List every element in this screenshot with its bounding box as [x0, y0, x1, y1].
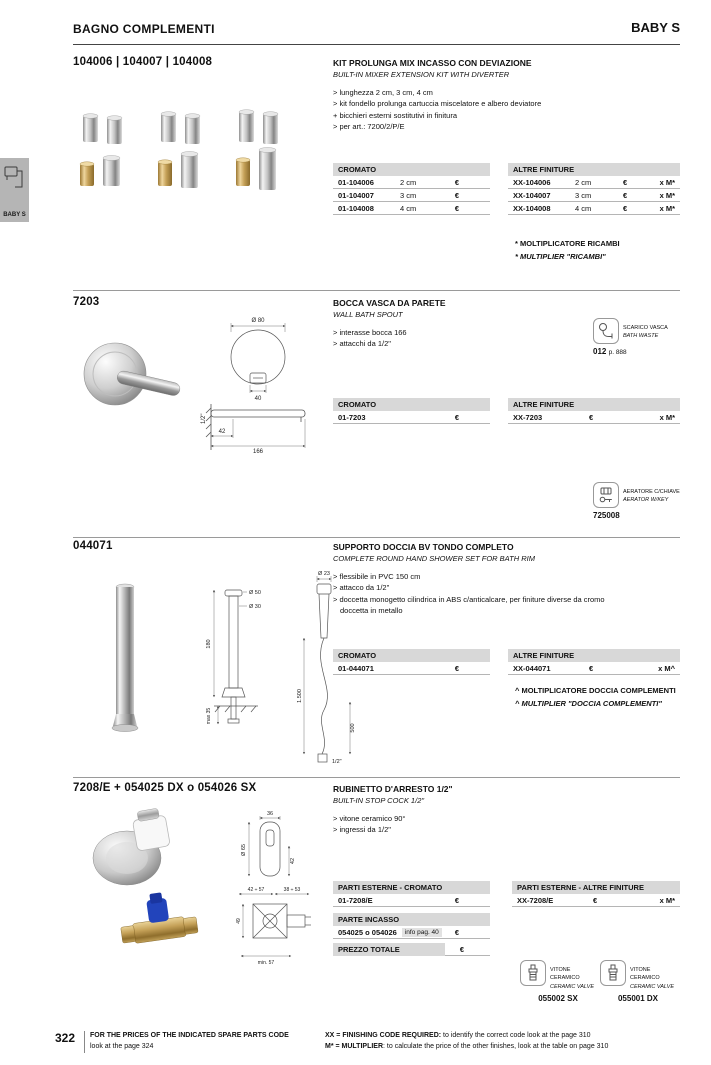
footer-note-line: FOR THE PRICES OF THE INDICATED SPARE PARTS CODE [90, 1032, 289, 1039]
svg-text:Ø 65: Ø 65 [241, 844, 247, 856]
price-euro: € [454, 177, 459, 187]
section-divider [73, 290, 680, 291]
page-number: 322 [55, 1031, 76, 1045]
product-code: 01-7203 [338, 412, 366, 422]
badge-label-it: SCARICO VASCA [623, 325, 668, 331]
size-value: 2 cm [400, 177, 417, 187]
related-code: 055002 SX [538, 993, 578, 1003]
table-row [333, 176, 490, 189]
feature-item: > attacchi da 1/2" [333, 339, 391, 349]
related-code: 012 [593, 347, 607, 356]
price-table-cromato [333, 163, 490, 215]
multiplier: x M* [659, 190, 675, 200]
related-code: 055001 DX [617, 993, 659, 1003]
table-row [508, 662, 680, 675]
badge-label-en: AERATOR W/KEY [623, 497, 669, 504]
product-name-en: BUILT-IN STOP COCK 1/2" [333, 796, 425, 805]
product-code: XX-104008 [513, 203, 551, 213]
badge-label-en: CERAMIC VALVE [550, 983, 595, 990]
svg-text:1/2": 1/2" [332, 759, 342, 765]
page-header-series: BABY S [631, 20, 680, 35]
related-page-ref: p. 888 [608, 349, 627, 356]
table-row [333, 662, 490, 675]
price-euro: € [623, 203, 628, 213]
svg-text:500: 500 [350, 723, 356, 733]
feature-item: > attacco da 1/2" [333, 583, 390, 593]
product-code: XX-104007 [513, 190, 551, 200]
price-euro: € [589, 412, 594, 422]
price-table-altre-finiture [508, 649, 680, 675]
price-table-built-in [333, 913, 490, 939]
feature-item: > ingressi da 1/2" [333, 825, 391, 835]
product-code: XX-7208/E [517, 895, 554, 905]
svg-text:42: 42 [290, 857, 296, 865]
footer-legend-xx: XX = FINISHING CODE REQUIRED: to identify the correct code look at the page 310 [325, 1032, 591, 1039]
table-row [508, 176, 680, 189]
product-name-it: BOCCA VASCA DA PARETE [333, 298, 446, 308]
product-photo-extension-kits [75, 108, 315, 226]
product-name-it: RUBINETTO D'ARRESTO 1/2" [333, 784, 453, 794]
table-row [333, 926, 490, 939]
table-row [508, 411, 680, 424]
table-header: CROMATO [333, 163, 490, 176]
page-reference: info pag. 40 [402, 928, 442, 937]
feature-list [333, 813, 625, 836]
product-name-en: BUILT-IN MIXER EXTENSION KIT WITH DIVERTER [333, 70, 510, 79]
footer-note-line: look at the page 324 [90, 1042, 154, 1050]
feature-list [333, 327, 625, 350]
badge-label-it: VITONE CERAMICO [550, 967, 580, 982]
product-code: 01-104007 [338, 190, 374, 200]
sidebar-tab-baby-s [0, 158, 29, 222]
feature-list [333, 571, 625, 616]
price-euro: € [593, 895, 598, 905]
table-header: ALTRE FINITURE [508, 398, 680, 411]
price-table-altre-finiture [508, 398, 680, 424]
section-extension-kit [73, 56, 680, 286]
table-header: PARTE INCASSO [333, 913, 490, 926]
tab-label: BABY S [3, 212, 26, 218]
badge-label-it: VITONE CERAMICO [630, 967, 660, 982]
price-euro: € [454, 895, 459, 905]
product-code: XX-104006 [513, 177, 551, 187]
note-line: ^ MOLTIPLICATORE DOCCIA COMPLEMENTI [515, 686, 676, 695]
price-table-external-altre [512, 881, 680, 907]
table-row [512, 894, 680, 907]
feature-item: + bicchieri esterni sostitutivi in finitura [333, 110, 458, 120]
related-code: 725008 [593, 511, 620, 520]
multiplier: x M* [659, 203, 675, 213]
product-code: 01-044071 [338, 663, 374, 673]
product-code-heading: 7208/E + 054025 DX o 054026 SX [73, 782, 257, 794]
related-item-bath-waste [593, 318, 680, 356]
svg-text:Ø 30: Ø 30 [249, 604, 261, 610]
product-name-en: WALL BATH SPOUT [333, 310, 403, 319]
badge-label-it: AERATORE C/CHIAVE [623, 489, 680, 495]
table-row [508, 189, 680, 202]
svg-text:Ø 80: Ø 80 [251, 318, 265, 324]
page-header-category: BAGNO COMPLEMENTI [73, 22, 215, 36]
tab-product-icon [3, 164, 25, 194]
table-header: CROMATO [333, 398, 490, 411]
product-photo-wall-spout [79, 336, 194, 431]
price-table-total [333, 943, 490, 956]
feature-item: > lunghezza 2 cm, 3 cm, 4 cm [333, 88, 433, 97]
product-code: 01-104008 [338, 203, 374, 213]
product-code-heading: 104006 | 104007 | 104008 [73, 56, 213, 68]
svg-text:1/2": 1/2" [201, 413, 207, 424]
table-row [333, 189, 490, 202]
svg-text:Ø 50: Ø 50 [249, 590, 261, 596]
multiplier: x M* [659, 895, 675, 905]
price-table-altre-finiture [508, 163, 680, 215]
table-header: ALTRE FINITURE [508, 649, 680, 662]
product-description [333, 58, 633, 132]
aerator-key-icon [593, 482, 619, 508]
price-euro: € [454, 203, 459, 213]
section-divider [73, 537, 680, 538]
svg-text:40: 40 [254, 396, 262, 402]
table-row [333, 411, 490, 424]
product-photo-shower-support [101, 578, 149, 738]
footer-divider [84, 1031, 85, 1053]
svg-text:38 ÷ 53: 38 ÷ 53 [283, 887, 301, 893]
feature-item: > interasse bocca 166 [333, 328, 407, 337]
multiplier-notes [515, 685, 676, 711]
ceramic-valve-icon [600, 960, 626, 986]
svg-text:42 ÷ 57: 42 ÷ 57 [247, 887, 265, 893]
svg-text:180: 180 [206, 639, 212, 649]
size-value: 2 cm [575, 177, 592, 187]
product-code: XX-7203 [513, 412, 543, 422]
product-description [333, 298, 633, 350]
size-value: 4 cm [400, 203, 417, 213]
table-header: PARTI ESTERNE - ALTRE FINITURE [512, 881, 680, 894]
price-euro: € [459, 944, 464, 954]
product-code-heading: 7203 [73, 296, 100, 308]
product-photo-built-in-valve [119, 892, 203, 954]
price-euro: € [454, 412, 459, 422]
size-value: 4 cm [575, 203, 592, 213]
product-code: XX-044071 [513, 663, 551, 673]
svg-text:36: 36 [266, 811, 274, 817]
multiplier: x M* [659, 177, 675, 187]
section-divider [73, 777, 680, 778]
product-description [333, 542, 633, 616]
table-row [333, 202, 490, 215]
related-item-aerator [593, 482, 680, 520]
footer-legend [325, 1031, 685, 1053]
table-row [508, 202, 680, 215]
footer-legend-multiplier: M* = MULTIPLIER: to calculate the price of the other finishes, look at the table on page 310 [325, 1042, 609, 1050]
bath-waste-icon [593, 318, 619, 344]
feature-item: > kit fondello prolunga cartuccia miscelatore e albero deviatore [333, 99, 542, 109]
note-line: * MOLTIPLICATORE RICAMBI [515, 239, 620, 248]
technical-drawing-wall-spout [201, 312, 336, 454]
feature-item: > flessibile in PVC 150 cm [333, 572, 421, 581]
svg-text:166: 166 [252, 449, 264, 455]
price-euro: € [623, 177, 628, 187]
table-header: CROMATO [333, 649, 490, 662]
product-code: 01-7208/E [338, 895, 373, 905]
related-item-valve-dx [600, 960, 676, 1003]
section-stop-cock [73, 782, 680, 1012]
price-euro: € [454, 927, 459, 937]
price-table-cromato [333, 398, 490, 424]
multiplier: x M* [659, 412, 675, 422]
multiplier-notes [515, 238, 620, 264]
technical-drawing-external-part [225, 810, 317, 890]
footer-spare-parts-note [90, 1031, 310, 1053]
table-header: PARTI ESTERNE - CROMATO [333, 881, 490, 894]
product-description [333, 784, 633, 836]
product-name-it: SUPPORTO DOCCIA BV TONDO COMPLETO [333, 542, 514, 552]
table-row [333, 894, 490, 907]
total-label: PREZZO TOTALE [333, 943, 445, 956]
price-table-cromato [333, 649, 490, 675]
svg-text:42: 42 [218, 429, 226, 435]
related-item-valve-sx [520, 960, 596, 1003]
ceramic-valve-icon [520, 960, 546, 986]
technical-drawing-built-in-part [231, 886, 317, 966]
price-table-external-cromato [333, 881, 490, 907]
price-euro: € [454, 663, 459, 673]
feature-list [333, 87, 625, 132]
product-photo-stop-cock-external [89, 808, 189, 890]
note-line: ^ MULTIPLIER "DOCCIA COMPLEMENTI" [515, 698, 662, 708]
size-value: 3 cm [400, 190, 417, 200]
section-shower-support [73, 540, 680, 775]
product-code: 01-104006 [338, 177, 374, 187]
feature-item: > doccetta monogetto cilindrica in ABS c/anticalcare, per finiture diverse da cromo doccetta in metallo [333, 594, 605, 615]
svg-text:max 35: max 35 [206, 707, 212, 725]
product-code-heading: 044071 [73, 540, 113, 552]
product-name-it: KIT PROLUNGA MIX INCASSO CON DEVIAZIONE [333, 58, 532, 68]
product-name-en: COMPLETE ROUND HAND SHOWER SET FOR BATH RIM [333, 554, 535, 563]
svg-text:min. 57: min. 57 [257, 960, 275, 966]
feature-item: > vitone ceramico 90° [333, 814, 406, 823]
feature-item: > per art.: 7200/2/P/E [333, 121, 405, 131]
section-wall-spout [73, 296, 680, 537]
price-euro: € [454, 190, 459, 200]
multiplier: x M^ [658, 663, 675, 673]
product-code: 054025 o 054026 [338, 927, 397, 937]
price-euro: € [589, 663, 594, 673]
table-header: ALTRE FINITURE [508, 163, 680, 176]
note-line: * MULTIPLIER "RICAMBI" [515, 251, 606, 261]
table-row [333, 943, 490, 956]
price-euro: € [623, 190, 628, 200]
size-value: 3 cm [575, 190, 592, 200]
badge-label-en: BATH WASTE [623, 333, 659, 340]
svg-text:1.500: 1.500 [297, 689, 303, 703]
badge-label-en: CERAMIC VALVE [630, 983, 675, 990]
header-rule [73, 44, 680, 45]
svg-text:49: 49 [236, 918, 242, 924]
svg-text:Ø 23: Ø 23 [318, 571, 330, 577]
